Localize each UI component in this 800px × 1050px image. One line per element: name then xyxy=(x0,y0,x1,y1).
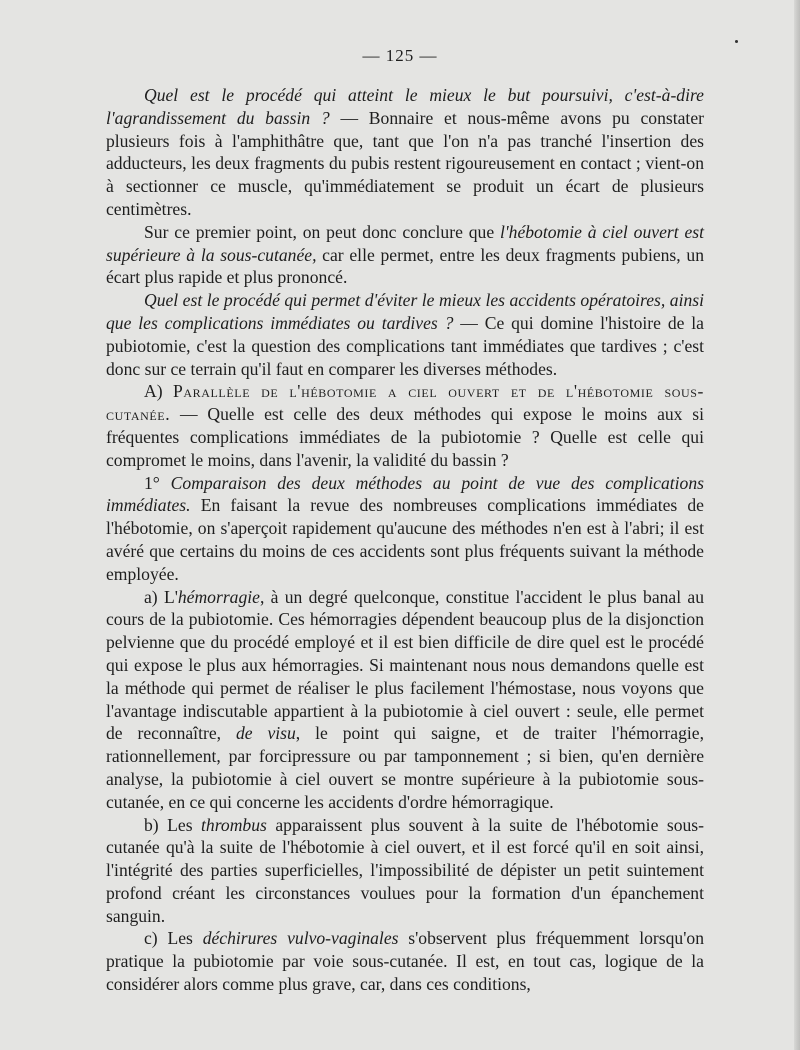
subsection-heading: Comparaison des deux méthodes au point de vue des complications immédiates. xyxy=(106,472,704,516)
section-heading: Parallèle de l'hébotomie a ciel ouvert et de l'hébotomie sous-cutanée. xyxy=(106,381,704,425)
term-italic: thrombus xyxy=(201,814,267,835)
paragraph-4 xyxy=(106,380,704,471)
term-italic: hémorragie xyxy=(177,586,260,607)
paragraph-6 xyxy=(106,586,704,814)
section-marker: A) xyxy=(144,381,173,402)
paragraph-text: , à un degré quelconque, constitue l'accident le plus banal au cours de la pubiotomie. Ces hémorragies dépendent beaucoup plus de la disjonction pelvienne que du procédé employé et il est bien difficile de dire quel est le procédé qui expose le plus aux hémorragies. Si maintenant nous nous demandons quelle est la méthode qui permet de réaliser le plus facilement l'hémostase, nous voyons que l'avantage indiscutable appartient à la pubiotomie à ciel ouvert : seule, elle permet de reconnaître, xyxy=(106,586,705,744)
item-marker: b) Les xyxy=(144,814,202,835)
paragraph-text: — Quelle est celle des deux méthodes qui expose le moins aux si fréquentes complications immédiates de la pubiotomie ? Quelle est celle qui compromet le moins, dans l'avenir, la validité du bassin ? xyxy=(106,404,704,470)
paragraph-2 xyxy=(106,221,704,289)
paragraph-1 xyxy=(106,84,704,221)
page-edge xyxy=(794,0,800,1050)
term-italic: déchirures vulvo-vaginales xyxy=(202,928,399,949)
subsection-number: 1° xyxy=(144,472,171,493)
latin-italic: de visu xyxy=(235,723,296,744)
paragraph-text: Sur ce premier point, on peut donc conclure que xyxy=(144,221,500,242)
speck-mark xyxy=(735,40,738,43)
paragraph-8 xyxy=(106,927,704,995)
paragraph-text: — Ce qui domine l'histoire de la pubiotomie, c'est la question des complications tant immédiates que tardives ; c'est donc sur ce terrain qu'il faut en comparer les diverses méthodes. xyxy=(106,312,704,379)
paragraph-text: s'observent plus fréquemment lorsqu'on pratique la pubiotomie par voie sous-cutanée. Il est, en tout cas, logique de la considérer alors comme plus grave, car, dans ces conditions, xyxy=(106,928,704,995)
question-italic: Quel est le procédé qui permet d'éviter le mieux les accidents opératoires, ainsi que les complications immédiates ou tardives ? xyxy=(106,290,704,333)
paragraph-text: — Bonnaire et nous-même avons pu constater plusieurs fois à l'amphithâtre que, tant que l'on n'a pas tranché l'insertion des adducteurs, les deux fragments du pubis restent rigoureusement en contact ; vient-on à sectionner ce muscle, qu'immédiatement se produit un écart de plusieurs centimètres. xyxy=(106,107,704,219)
paragraph-text: car elle permet, entre les deux fragments pubiens, un écart plus rapide et plus prononcé. xyxy=(106,244,704,288)
item-marker: a) L' xyxy=(144,586,178,607)
paragraph-3 xyxy=(106,289,704,380)
paragraph-text: apparaissent plus souvent à la suite de l'hébotomie sous-cutanée qu'à la suite de l'hébotomie à ciel ouvert, et il est forcé qu'il en soit ainsi, l'intégrité des parties superficielles, l'impossibilité de dépister un petit suintement profond créant les circonstances voulues pour la formation d'un épanchement sanguin. xyxy=(106,814,705,926)
question-italic: Quel est le procédé qui atteint le mieux le but poursuivi, c'est-à-dire l'agrandissement du bassin ? xyxy=(106,85,704,128)
paragraph-text: , le point qui saigne, et de traiter l'hémorragie, rationnellement, par forcipressure ou par tamponnement ; si bien, qu'en dernière analyse, la pubiotomie à ciel ouvert se montre supérieure à la pubiotomie sous-cutanée, en ce qui concerne les accidents d'ordre hémorragique. xyxy=(106,723,704,812)
item-marker: c) Les xyxy=(144,928,203,949)
paragraph-7 xyxy=(106,814,704,928)
paragraph-text: En faisant la revue des nombreuses complications immédiates de l'hébotomie, on s'aperçoit rapidement qu'aucune des méthodes n'en est à l'abri; il est avéré que certains du moins de ces accidents sont plus fréquents suivant la méthode employée. xyxy=(106,495,704,584)
conclusion-italic: l'hébotomie à ciel ouvert est supérieure à la sous-cutanée, xyxy=(106,221,705,265)
body-text xyxy=(106,84,704,996)
paragraph-5 xyxy=(106,472,704,586)
page-number: — 125 — xyxy=(362,46,438,65)
